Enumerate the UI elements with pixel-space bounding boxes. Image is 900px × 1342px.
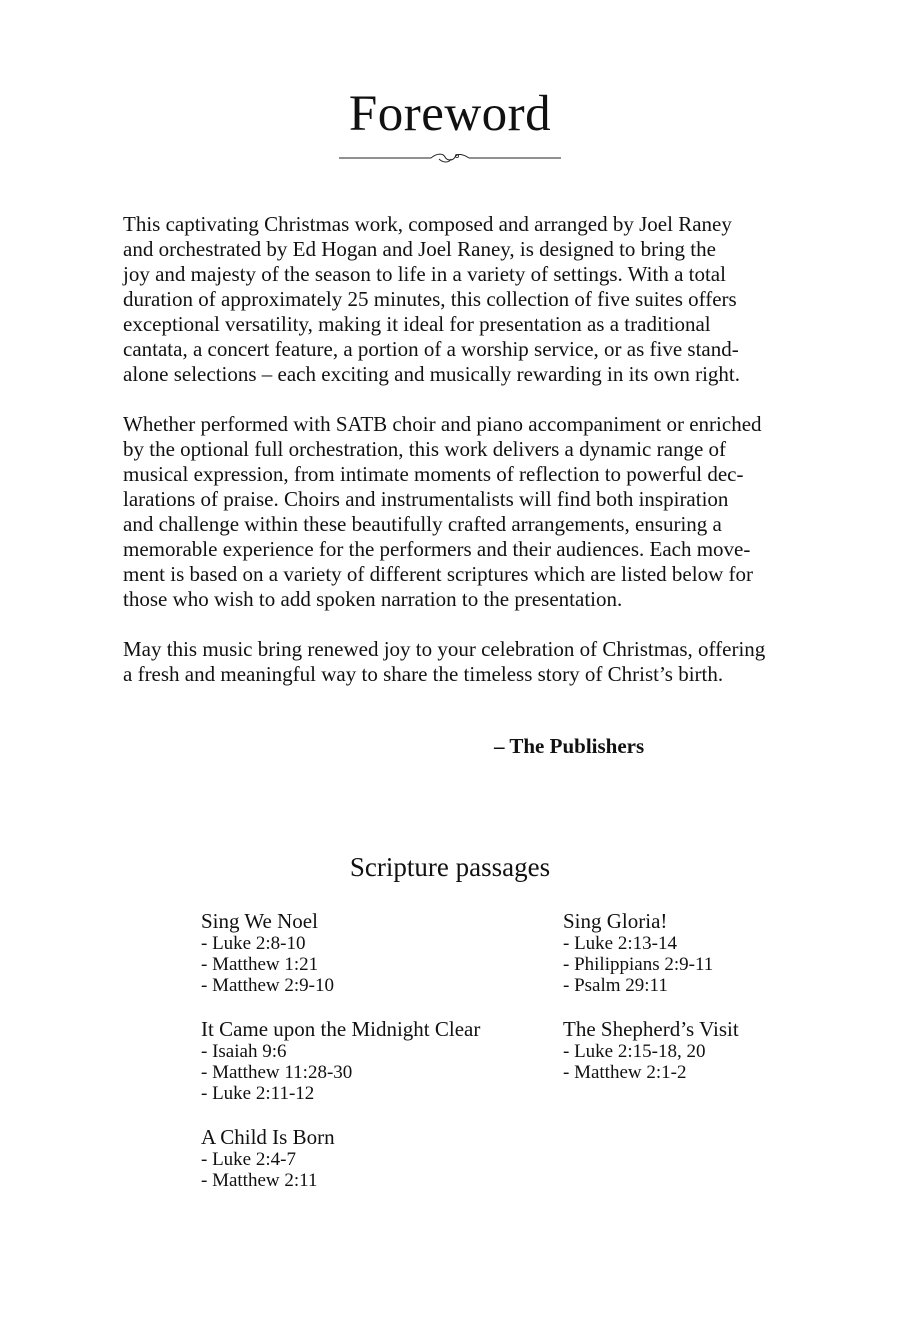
song-title: It Came upon the Midnight Clear <box>201 1017 481 1041</box>
scripture-group <box>563 909 739 996</box>
scripture-group <box>201 1125 480 1191</box>
scripture-reference: - Isaiah 9:6 <box>201 1041 287 1062</box>
signature: – The Publishers <box>494 734 645 758</box>
scripture-reference: - Psalm 29:11 <box>563 975 668 996</box>
scripture-section-title: Scripture passages <box>349 852 551 882</box>
scripture-reference: - Luke 2:11-12 <box>201 1083 315 1104</box>
foreword-paragraph-2: Whether performed with SATB choir and piano accompaniment or enriched by the optional full orchestration, this work delivers a dynamic range of musical expression, from intimate moments of reflection to powerful dec- larations of praise. Choirs and instrumentalists will find both inspiration and challenge within these beautifully crafted arrangements, ensuring a memorable experience for the performers and their audiences. Each move- ment is based on a variety of different scriptures which are listed below for those who wish to add spoken narration to the presentation. <box>123 412 762 611</box>
scripture-column-right <box>563 909 739 1104</box>
song-title: Sing Gloria! <box>563 909 668 933</box>
page-title: Foreword <box>348 86 552 142</box>
scripture-reference: - Matthew 2:9-10 <box>201 975 334 996</box>
scripture-reference: - Luke 2:15-18, 20 <box>563 1041 706 1062</box>
scripture-reference: - Luke 2:8-10 <box>201 933 306 954</box>
scripture-reference: - Philippians 2:9-11 <box>563 954 714 975</box>
scripture-reference: - Matthew 2:1-2 <box>563 1062 687 1083</box>
scripture-group <box>201 1017 480 1104</box>
scripture-reference: - Matthew 2:11 <box>201 1170 318 1191</box>
scripture-reference: - Matthew 1:21 <box>201 954 319 975</box>
scripture-group <box>563 1017 739 1083</box>
scripture-reference: - Luke 2:4-7 <box>201 1149 296 1170</box>
foreword-paragraph-1: This captivating Christmas work, composed and arranged by Joel Raney and orchestrated by Ed Hogan and Joel Raney, is designed to bring the joy and majesty of the season to life in a variety of settings. With a total duration of approximately 25 minutes, this collection of five suites offers exceptional versatility, making it ideal for presentation as a traditional cantata, a concert feature, a portion of a worship service, or as five stand- alone selections – each exciting and musically rewarding in its own right. <box>123 212 740 386</box>
scripture-reference: - Luke 2:13-14 <box>563 933 677 954</box>
foreword-body <box>123 212 803 712</box>
song-title: Sing We Noel <box>201 909 318 933</box>
foreword-paragraph-3: May this music bring renewed joy to your celebration of Christmas, offering a fresh and meaningful way to share the timeless story of Christ’s birth. <box>123 637 766 686</box>
song-title: The Shepherd’s Visit <box>563 1017 739 1041</box>
song-title: A Child Is Born <box>201 1125 335 1149</box>
scripture-group <box>201 909 480 996</box>
scripture-reference: - Matthew 11:28-30 <box>201 1062 353 1083</box>
flourish-divider-icon <box>339 150 561 166</box>
scripture-column-left <box>201 909 480 1212</box>
